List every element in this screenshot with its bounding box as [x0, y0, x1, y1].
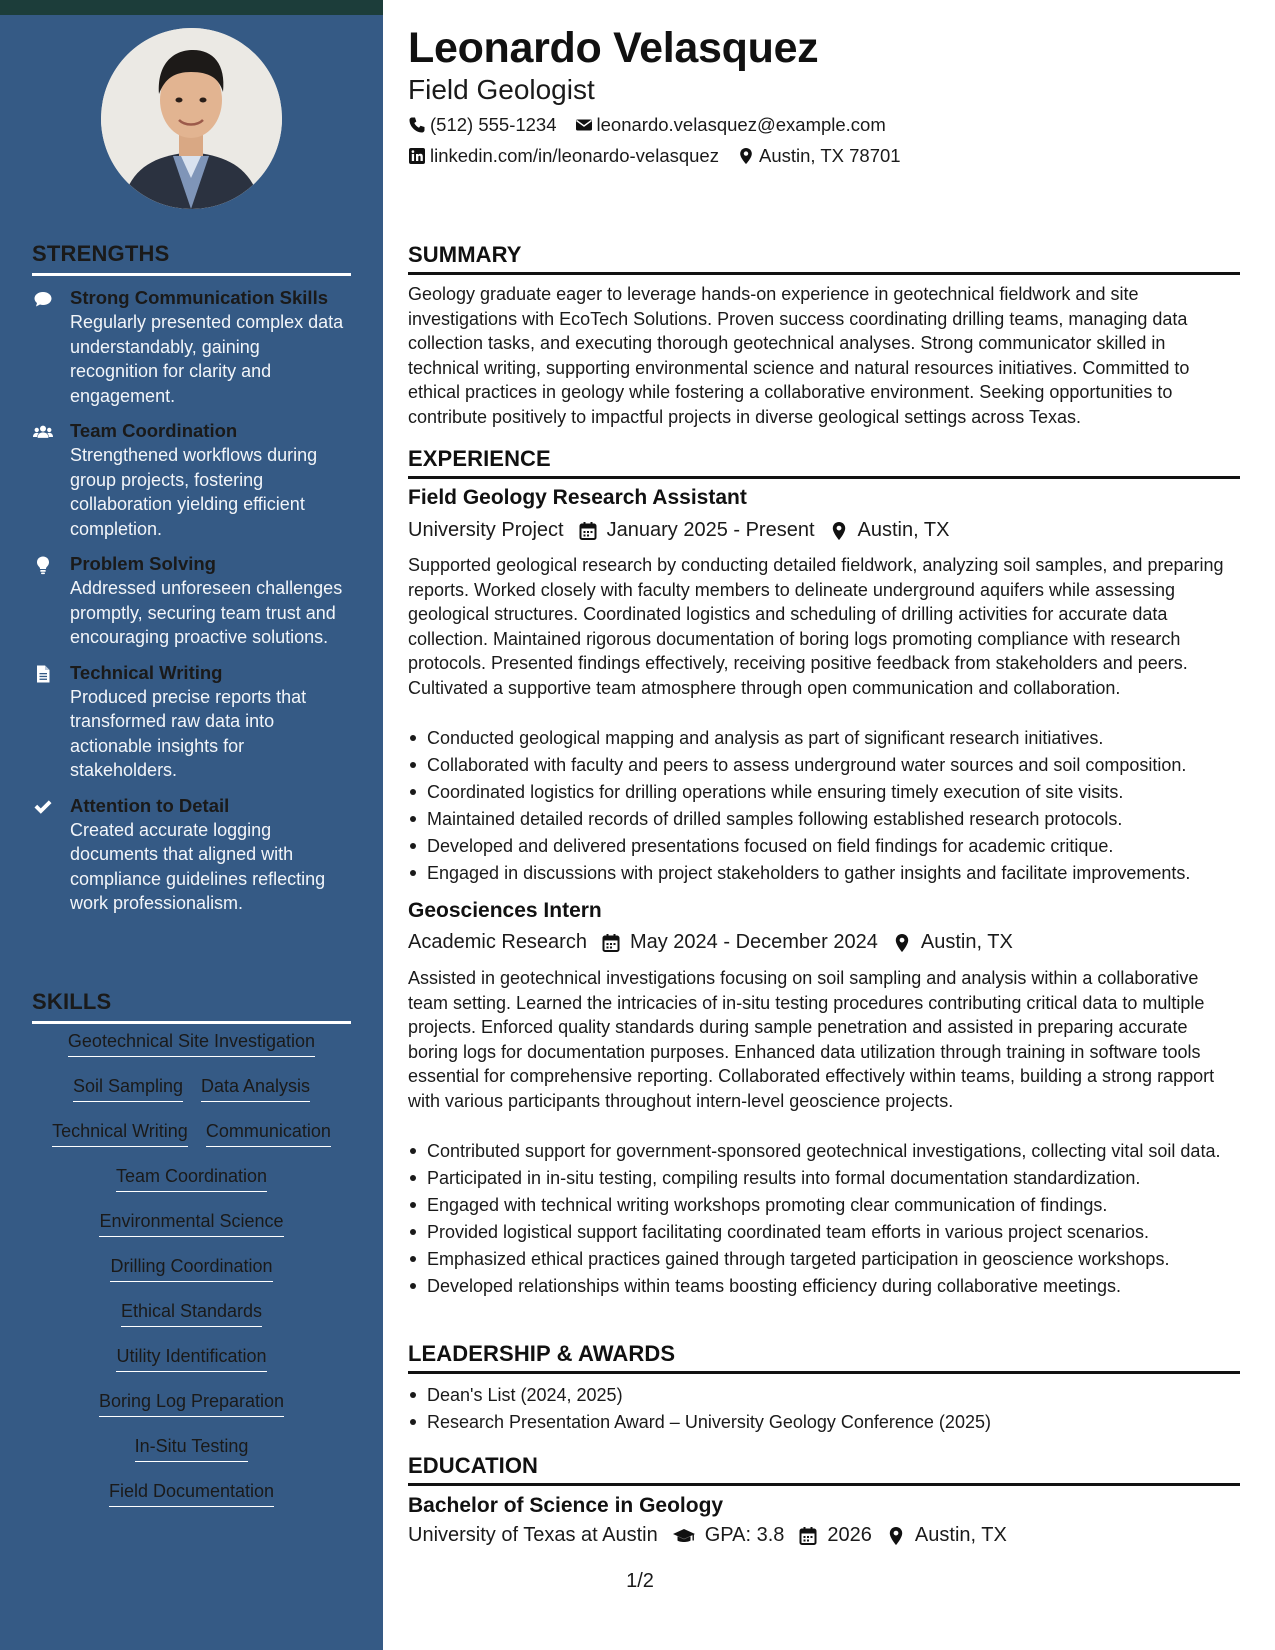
job-dates-group: [578, 519, 815, 542]
skill-tag: Technical Writing: [52, 1120, 188, 1147]
profile-photo: [101, 28, 282, 209]
checkmark-icon: [32, 794, 70, 916]
calendar-icon: [601, 933, 621, 953]
list-item: Provided logistical support facilitating coordinated team efforts in various project scenarios.: [408, 1221, 1240, 1243]
linkedin-text: linkedin.com/in/leonardo-velasquez: [430, 145, 719, 166]
strength-description: Produced precise reports that transformed raw data into actionable insights for stakeholders.: [70, 686, 307, 780]
list-item: Dean's List (2024, 2025): [408, 1384, 1240, 1406]
gpa-text: GPA: 3.8: [704, 1524, 785, 1546]
location-contact: [737, 145, 901, 167]
sidebar-top-bar: [0, 0, 383, 15]
leadership-list: [408, 1384, 1240, 1438]
email-contact[interactable]: [575, 114, 886, 136]
leadership-heading: LEADERSHIP & AWARDS: [408, 1341, 1240, 1374]
skill-tag: Data Analysis: [201, 1075, 310, 1102]
envelope-icon: [575, 116, 593, 134]
list-item: Contributed support for government-sponsored geotechnical investigations, collecting vital soil data.: [408, 1140, 1240, 1162]
candidate-name: Leonardo Velasquez: [408, 24, 819, 72]
job-bullets: [408, 727, 1240, 889]
skill-row: [32, 1480, 351, 1525]
strength-description: Strengthened workflows during group projects, fostering collaboration yielding efficient completion.: [70, 445, 318, 539]
list-item: Engaged in discussions with project stakeholders to gather insights and facilitate improvements.: [408, 862, 1240, 884]
skill-tag: In-Situ Testing: [135, 1435, 249, 1462]
skill-row: [32, 1255, 351, 1300]
job-location-group: [829, 519, 950, 542]
grad-year-group: [798, 1524, 872, 1547]
skill-tag: Utility Identification: [116, 1345, 266, 1372]
skill-row: [32, 1345, 351, 1390]
list-item: Collaborated with faculty and peers to assess underground water sources and soil composition.: [408, 754, 1240, 776]
job-description: Supported geological research by conducting detailed fieldwork, analyzing soil samples, and preparing reports. Worked closely with faculty members to delineate underground aquifers while assessing geological structures. Coordinated logistics and scheduling of drilling activities for accurate data collection. Maintained rigorous documentation of boring logs promoting compliance with research protocols. Presented findings effectively, receiving positive feedback from stakeholders and peers. Cultivated a supportive team atmosphere through open communication and collaboration.: [408, 555, 1224, 698]
list-item: Maintained detailed records of drilled samples following established research protocols.: [408, 808, 1240, 830]
education-heading: EDUCATION: [408, 1453, 1240, 1486]
skill-tag: Field Documentation: [109, 1480, 274, 1507]
strength-description: Created accurate logging documents that aligned with compliance guidelines reflecting work professionalism.: [70, 819, 326, 913]
skills-heading: SKILLS: [32, 989, 351, 1024]
education-location: Austin, TX: [914, 1524, 1007, 1546]
page-number: 1/2: [626, 1570, 654, 1592]
email-text: leonardo.velasquez@example.com: [596, 114, 886, 135]
calendar-icon: [798, 1526, 818, 1546]
skill-row: [32, 1030, 351, 1075]
education-meta: [408, 1524, 1021, 1547]
strength-item: [32, 286, 352, 408]
skill-tag: Geotechnical Site Investigation: [68, 1030, 315, 1057]
lightbulb-icon: [32, 552, 70, 650]
grad-year: 2026: [827, 1524, 872, 1546]
list-item: Research Presentation Award – University Geology Conference (2025): [408, 1411, 1240, 1433]
skill-row: [32, 1120, 351, 1165]
linkedin-icon: [408, 147, 426, 165]
strength-item: [32, 794, 352, 916]
map-pin-icon: [886, 1526, 906, 1546]
skill-row: [32, 1210, 351, 1255]
skill-tag: Ethical Standards: [121, 1300, 262, 1327]
job-org: University Project: [408, 519, 564, 541]
job-bullets: [408, 1140, 1240, 1302]
graduation-cap-icon: [672, 1526, 696, 1546]
contact-line-1: [408, 114, 904, 136]
phone-icon: [408, 116, 426, 134]
strength-title: Attention to Detail: [70, 794, 230, 816]
gpa-group: [672, 1524, 785, 1547]
school-name: University of Texas at Austin: [408, 1524, 658, 1546]
list-item: Engaged with technical writing workshops promoting clear communication of findings.: [408, 1194, 1240, 1216]
skill-tag: Environmental Science: [99, 1210, 283, 1237]
list-item: Developed and delivered presentations focused on field findings for academic critique.: [408, 835, 1240, 857]
list-item: Participated in in-situ testing, compiling results into formal documentation standardization.: [408, 1167, 1240, 1189]
document-icon: [32, 661, 70, 783]
strength-item: [32, 419, 352, 541]
job-dates: January 2025 - Present: [606, 519, 815, 541]
map-pin-icon: [892, 933, 912, 953]
list-item: Developed relationships within teams boosting efficiency during collaborative meetings.: [408, 1275, 1240, 1297]
job-description: Assisted in geotechnical investigations focusing on soil sampling and analysis within a collaborative team setting. Learned the intricacies of in-situ testing procedures contributing critical data to multiple projects. Enforced quality standards during sample penetration and assisted in preparing accurate boring logs for documentation purposes. Enhanced data utilization through training in software tools essential for comprehensive reporting. Collaborated effectively within teams, building a strong rapport with various participants throughout intern-level geoscience projects.: [408, 968, 1215, 1111]
job-meta: [408, 519, 963, 542]
job-org: Academic Research: [408, 931, 587, 953]
job-dates: May 2024 - December 2024: [629, 931, 878, 953]
strengths-heading: STRENGTHS: [32, 241, 351, 276]
list-item: Emphasized ethical practices gained through targeted participation in geoscience workshops.: [408, 1248, 1240, 1270]
skill-tag: Soil Sampling: [73, 1075, 183, 1102]
job-dates-group: [601, 931, 878, 954]
skill-tag: Team Coordination: [116, 1165, 267, 1192]
summary-text: Geology graduate eager to leverage hands-on experience in geotechnical fieldwork and site investigations with EcoTech Solutions. Proven success coordinating drilling teams, managing data collection tasks, and executing thorough geotechnical analyses. Strong communicator skilled in technical writing, supporting environmental science and natural resources initiatives. Committed to ethical practices in geology while fostering a collaborative environment. Seeking opportunities to contribute positively to impactful projects in diverse geological settings across Texas.: [408, 284, 1190, 427]
comment-icon: [32, 286, 70, 408]
strength-description: Regularly presented complex data understandably, gaining recognition for clarity and engagement.: [70, 312, 344, 406]
list-item: Conducted geological mapping and analysis as part of significant research initiatives.: [408, 727, 1240, 749]
location-text: Austin, TX 78701: [758, 145, 901, 166]
skill-tag: Drilling Coordination: [110, 1255, 272, 1282]
profile-photo-illustration: [101, 28, 282, 209]
skill-row: [32, 1165, 351, 1210]
strength-title: Team Coordination: [70, 420, 238, 441]
skill-row: [32, 1075, 351, 1120]
job-title: Field Geology Research Assistant: [408, 486, 747, 509]
map-pin-icon: [737, 147, 755, 165]
strengths-list: [32, 286, 352, 927]
job-location-group: [892, 931, 1013, 954]
strength-item: [32, 661, 352, 783]
summary-heading: SUMMARY: [408, 242, 1240, 275]
linkedin-contact[interactable]: [408, 145, 719, 167]
contact-line-2: [408, 145, 919, 167]
users-icon: [32, 419, 70, 541]
job-meta: [408, 931, 1027, 954]
skills-list: [32, 1030, 351, 1525]
experience-heading: EXPERIENCE: [408, 446, 1240, 479]
strength-item: [32, 552, 352, 650]
calendar-icon: [578, 521, 598, 541]
map-pin-icon: [829, 521, 849, 541]
skill-tag: Communication: [206, 1120, 331, 1147]
skill-row: [32, 1390, 351, 1435]
degree-title: Bachelor of Science in Geology: [408, 1494, 724, 1517]
candidate-role: Field Geologist: [408, 74, 595, 105]
list-item: Coordinated logistics for drilling operations while ensuring timely execution of site visits.: [408, 781, 1240, 803]
phone-contact[interactable]: [408, 114, 557, 136]
skill-row: [32, 1300, 351, 1345]
skill-tag: Boring Log Preparation: [99, 1390, 284, 1417]
strength-title: Problem Solving: [70, 553, 216, 574]
skill-row: [32, 1435, 351, 1480]
strength-description: Addressed unforeseen challenges promptly, securing team trust and encouraging proactive solutions.: [70, 578, 343, 647]
strength-title: Technical Writing: [70, 661, 223, 683]
job-title: Geosciences Intern: [408, 899, 602, 922]
education-location-group: [886, 1524, 1007, 1547]
strength-title: Strong Communication Skills: [70, 287, 328, 308]
phone-text: (512) 555-1234: [430, 114, 557, 135]
job-location: Austin, TX: [920, 931, 1013, 953]
job-location: Austin, TX: [857, 519, 950, 541]
